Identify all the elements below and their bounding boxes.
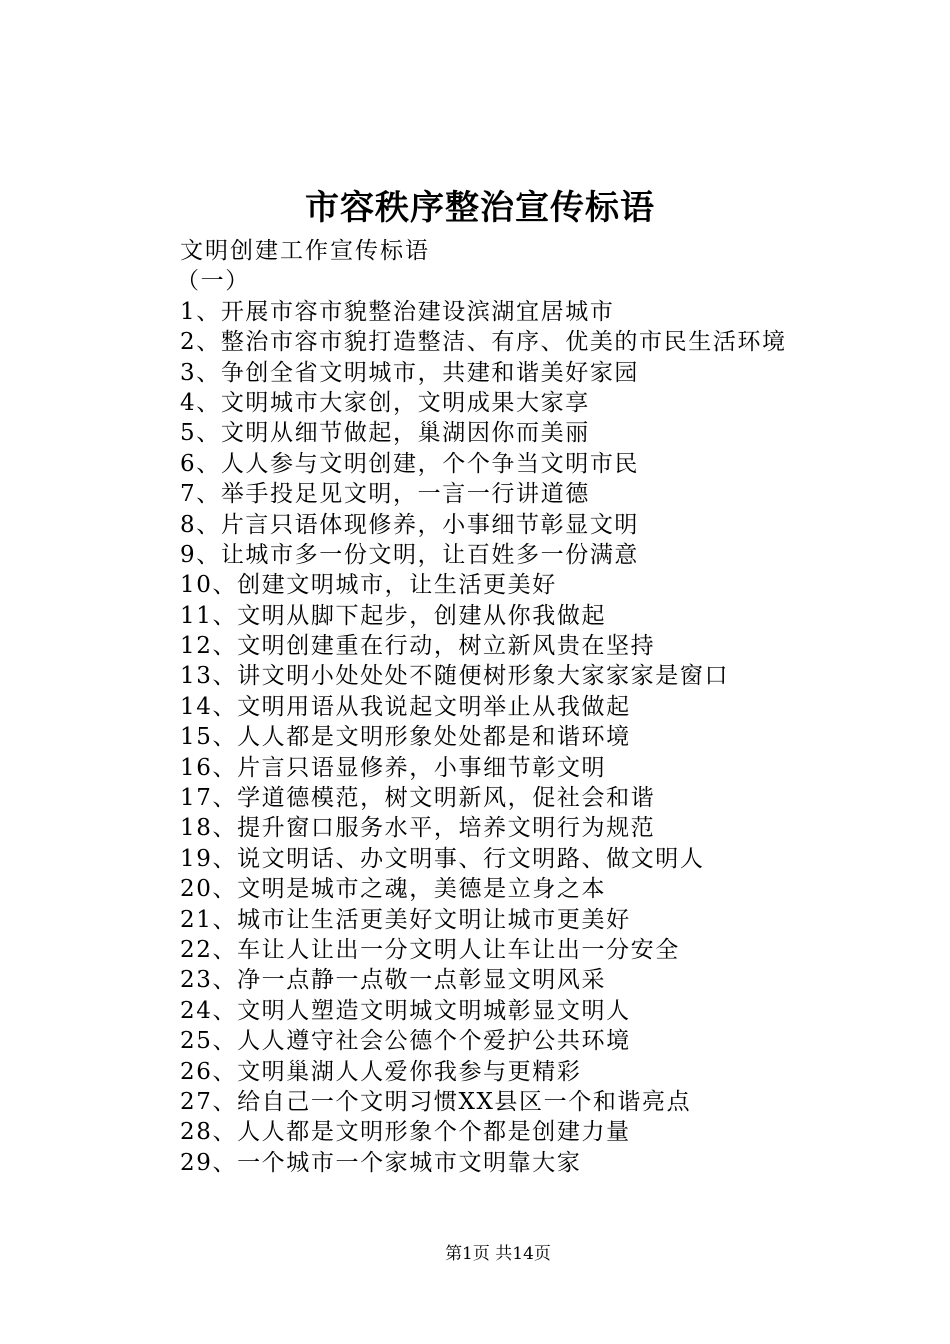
list-item: 18、提升窗口服务水平，培养文明行为规范 [180, 815, 656, 842]
list-item: 29、一个城市一个家城市文明靠大家 [180, 1149, 582, 1176]
list-item: 19、说文明话、办文明事、行文明路、做文明人 [180, 845, 705, 872]
list-item: 25、人人遵守社会公德个个爱护公共环境 [180, 1028, 631, 1055]
list-item: 20、文明是城市之魂，美德是立身之本 [180, 876, 607, 903]
list-item: 5、文明从细节做起，巢湖因你而美丽 [180, 420, 590, 447]
list-item: 27、给自己一个文明习惯XX县区一个和谐亮点 [180, 1088, 692, 1115]
list-item: 22、车让人让出一分文明人让车让出一分安全 [180, 936, 680, 963]
page-footer: 第1页 共14页 [445, 1244, 551, 1264]
list-item: 14、文明用语从我说起文明举止从我做起 [180, 693, 631, 720]
list-item: 26、文明巢湖人人爱你我参与更精彩 [180, 1058, 582, 1085]
list-item: 3、争创全省文明城市，共建和谐美好家园 [180, 359, 640, 386]
list-item: 4、文明城市大家创，文明成果大家享 [180, 389, 590, 416]
list-item: 12、文明创建重在行动，树立新风贵在坚持 [180, 633, 656, 660]
document-subtitle: 文明创建工作宣传标语 [180, 238, 430, 264]
document-title: 市容秩序整治宣传标语 [305, 188, 655, 228]
list-item: 1、开展市容市貌整治建设滨湖宜居城市 [180, 298, 615, 325]
list-item: 6、人人参与文明创建，个个争当文明市民 [180, 450, 640, 477]
list-item: 8、片言只语体现修养，小事细节彰显文明 [180, 511, 640, 538]
list-item: 24、文明人塑造文明城文明城彰显文明人 [180, 997, 631, 1024]
list-item: 23、净一点静一点敬一点彰显文明风采 [180, 967, 607, 994]
list-item: 7、举手投足见文明，一言一行讲道德 [180, 481, 590, 508]
slogan-list [180, 297, 880, 1178]
list-item: 16、片言只语显修养，小事细节彰文明 [180, 754, 607, 781]
list-item: 11、文明从脚下起步，创建从你我做起 [180, 602, 607, 629]
list-item: 21、城市让生活更美好文明让城市更美好 [180, 906, 631, 933]
list-item: 9、让城市多一份文明，让百姓多一份满意 [180, 541, 640, 568]
list-item: 17、学道德模范，树文明新风，促社会和谐 [180, 785, 656, 812]
list-item: 10、创建文明城市，让生活更美好 [180, 572, 557, 599]
section-heading: （一） [176, 268, 250, 295]
list-item: 15、人人都是文明形象处处都是和谐环境 [180, 724, 631, 751]
document-body [176, 236, 880, 1178]
list-item: 28、人人都是文明形象个个都是创建力量 [180, 1119, 631, 1146]
list-item: 13、讲文明小处处处不随便树形象大家家家是窗口 [180, 663, 730, 690]
list-item: 2、整治市容市貌打造整洁、有序、优美的市民生活环境 [180, 329, 787, 356]
